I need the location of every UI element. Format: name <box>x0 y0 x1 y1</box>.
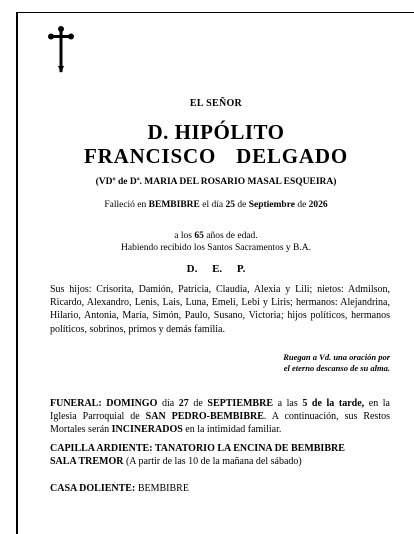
death-year: 2026 <box>308 200 328 210</box>
funeral-label: FUNERAL: DOMINGO <box>50 398 158 409</box>
prayer-line-2: el eterno descanso de su alma. <box>283 363 390 373</box>
house-label: CASA DOLIENTE: <box>50 483 136 494</box>
chapel-line: CAPILLA ARDIENTE: TANATORIO LA ENCINA DE BEMBIBRE <box>50 443 345 454</box>
funeral-paragraph: FUNERAL: DOMINGO día 27 de SEPTIEMBRE a las 5 de la tarde, en la Iglesia Parroquial de SAN PEDRO-BEMBIBRE. A continuación, sus Restos Mortales serán INCINERADOS en la intimidad familiar. <box>50 398 390 436</box>
prayer-line-1: Ruegan a Vd. una oración por <box>283 352 390 362</box>
chapel-room: SALA TREMOR <box>50 456 124 468</box>
age-value: 65 <box>194 231 204 241</box>
dep-line: D. E. P. <box>186 263 246 275</box>
prayer-note <box>250 352 390 374</box>
death-line: Falleció en BEMBIBRE el día 25 de Septiembre de 2026 <box>104 200 328 210</box>
house-paragraph <box>50 482 390 495</box>
age-line: a los 65 años de edad. <box>174 231 258 241</box>
chapel-paragraph <box>50 442 390 468</box>
death-day: 25 <box>225 200 235 210</box>
death-month: Septiembre <box>248 200 295 210</box>
family-paragraph: Sus hijos: Crisorita, Damión, Patricia, Claudia, Alexia y Lili; nietos: Admilson, Ricardo, Alexandro, Lenis, Lais, Luna, Emeli, Lebi y Liris; hermanos: Alejandrina, Hilario, Antonia, María, Simón, Paulo, Susano, Victoria; hijos políticos, hermanos políticos, sobrinos, primos y demás familia. <box>50 284 390 335</box>
top-border <box>16 12 414 13</box>
deceased-name-line2: FRANCISCO DELGADO <box>84 144 348 168</box>
death-place: BEMBIBRE <box>148 200 200 210</box>
spouse-line: (VDº de Dª. MARIA DEL ROSARIO MASAL ESQUEIRA) <box>95 177 337 187</box>
cross-icon <box>48 26 74 74</box>
church-name: SAN PEDRO-BEMBIBRE <box>145 411 264 423</box>
house-value: BEMBIBRE <box>135 483 189 494</box>
deceased-name-line1: D. HIPÓLITO <box>147 120 285 144</box>
sacraments-line: Habiendo recibido los Santos Sacramentos y B.A. <box>121 243 311 253</box>
heading: EL SEÑOR <box>189 98 243 109</box>
chapel-note: (A partir de las 10 de la mañana del sábado) <box>123 456 302 468</box>
